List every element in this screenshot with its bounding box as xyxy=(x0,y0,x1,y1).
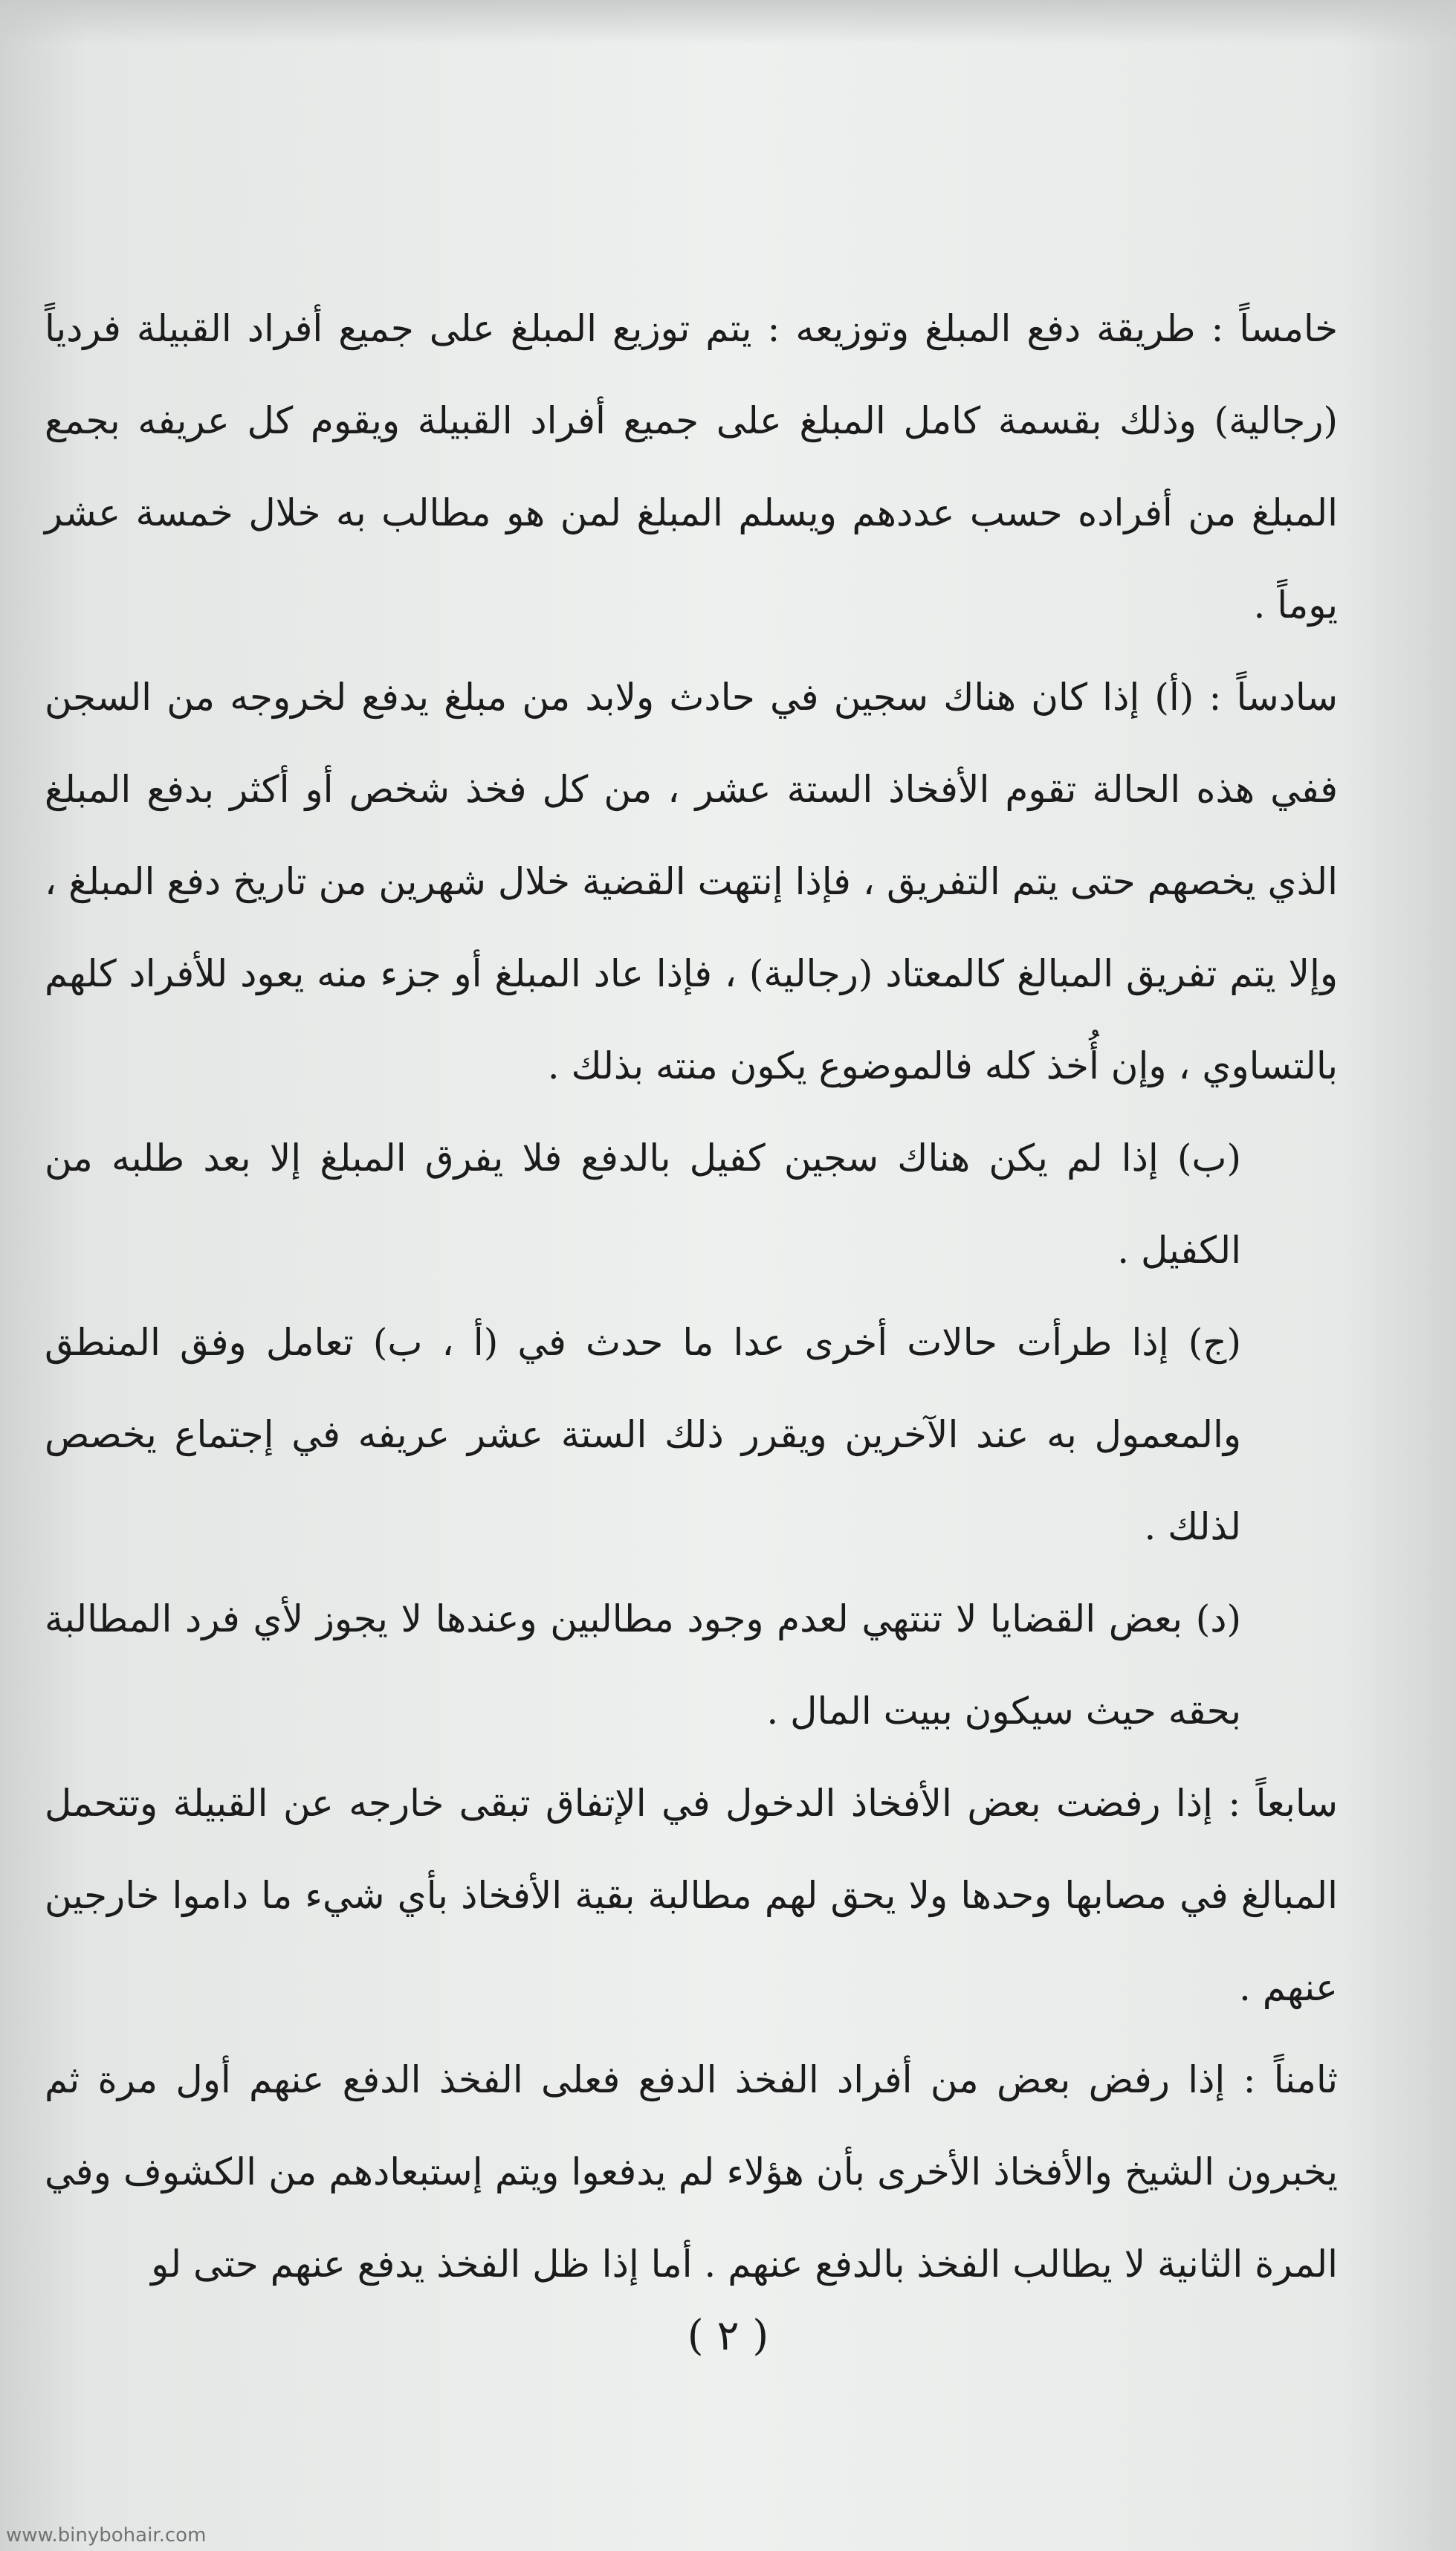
page-shadow xyxy=(0,0,1456,45)
paragraph-sixth-c: (ج) إذا طرأت حالات أخرى عدا ما حدث في (أ ، ب) تعامل وفق المنطق والمعمول به عند الآخرين ويقرر ذلك الستة عشر عريفه في إجتماع يخصص لذلك . xyxy=(45,1321,1241,1548)
body-text xyxy=(45,282,1338,2310)
paragraph-sixth-a: سادساً : (أ) إذا كان هناك سجين في حادث ولابد من مبلغ يدفع لخروجه من السجن ففي هذه الحالة تقوم الأفخاذ الستة عشر ، من كل فخذ شخص أو أكثر بدفع المبلغ الذي يخصهم حتى يتم التفريق ، فإذا إنتهت القضية خلال شهرين من تاريخ دفع المبلغ ، وإلا يتم تفريق المبالغ كالمعتاد (رجالية) ، فإذا عاد المبلغ أو جزء منه يعود للأفراد كلهم بالتساوي ، وإن أُخذ كله فالموضوع يكون منته بذلك . xyxy=(45,676,1338,1087)
paragraph-sixth-b: (ب) إذا لم يكن هناك سجين كفيل بالدفع فلا يفرق المبلغ إلا بعد طلبه من الكفيل . xyxy=(45,1137,1241,1272)
paragraph-fifth: خامساً : طريقة دفع المبلغ وتوزيعه : يتم توزيع المبلغ على جميع أفراد القبيلة فردياً (رجالية) وذلك بقسمة كامل المبلغ على جميع أفراد القبيلة ويقوم كل عريفه بجمع المبلغ من أفراده حسب عددهم ويسلم المبلغ لمن هو مطالب به خلال خمسة عشر يوماً . xyxy=(45,307,1338,627)
paragraph-seventh: سابعاً : إذا رفضت بعض الأفخاذ الدخول في الإتفاق تبقى خارجه عن القبيلة وتتحمل المبالغ في مصابها وحدها ولا يحق لهم مطالبة بقية الأفخاذ بأي شيء ما داموا خارجين عنهم . xyxy=(45,1782,1338,2009)
paragraph-sixth-d: (د) بعض القضايا لا تنتهي لعدم وجود مطالبين وعندها لا يجوز لأي فرد المطالبة بحقه حيث سيكون ببيت المال . xyxy=(45,1597,1241,1733)
paragraph-eighth: ثامناً : إذا رفض بعض من أفراد الفخذ الدفع فعلى الفخذ الدفع عنهم أول مرة ثم يخبرون الشيخ والأفخاذ الأخرى بأن هؤلاء لم يدفعوا ويتم إستبعادهم من الكشوف وفي المرة الثانية لا يطالب الفخذ بالدفع عنهم . أما إذا ظل الفخذ يدفع عنهم حتى لو xyxy=(45,2058,1338,2286)
watermark: www.binybohair.com xyxy=(6,2524,207,2547)
page-number: ( ٢ ) xyxy=(687,2312,769,2360)
